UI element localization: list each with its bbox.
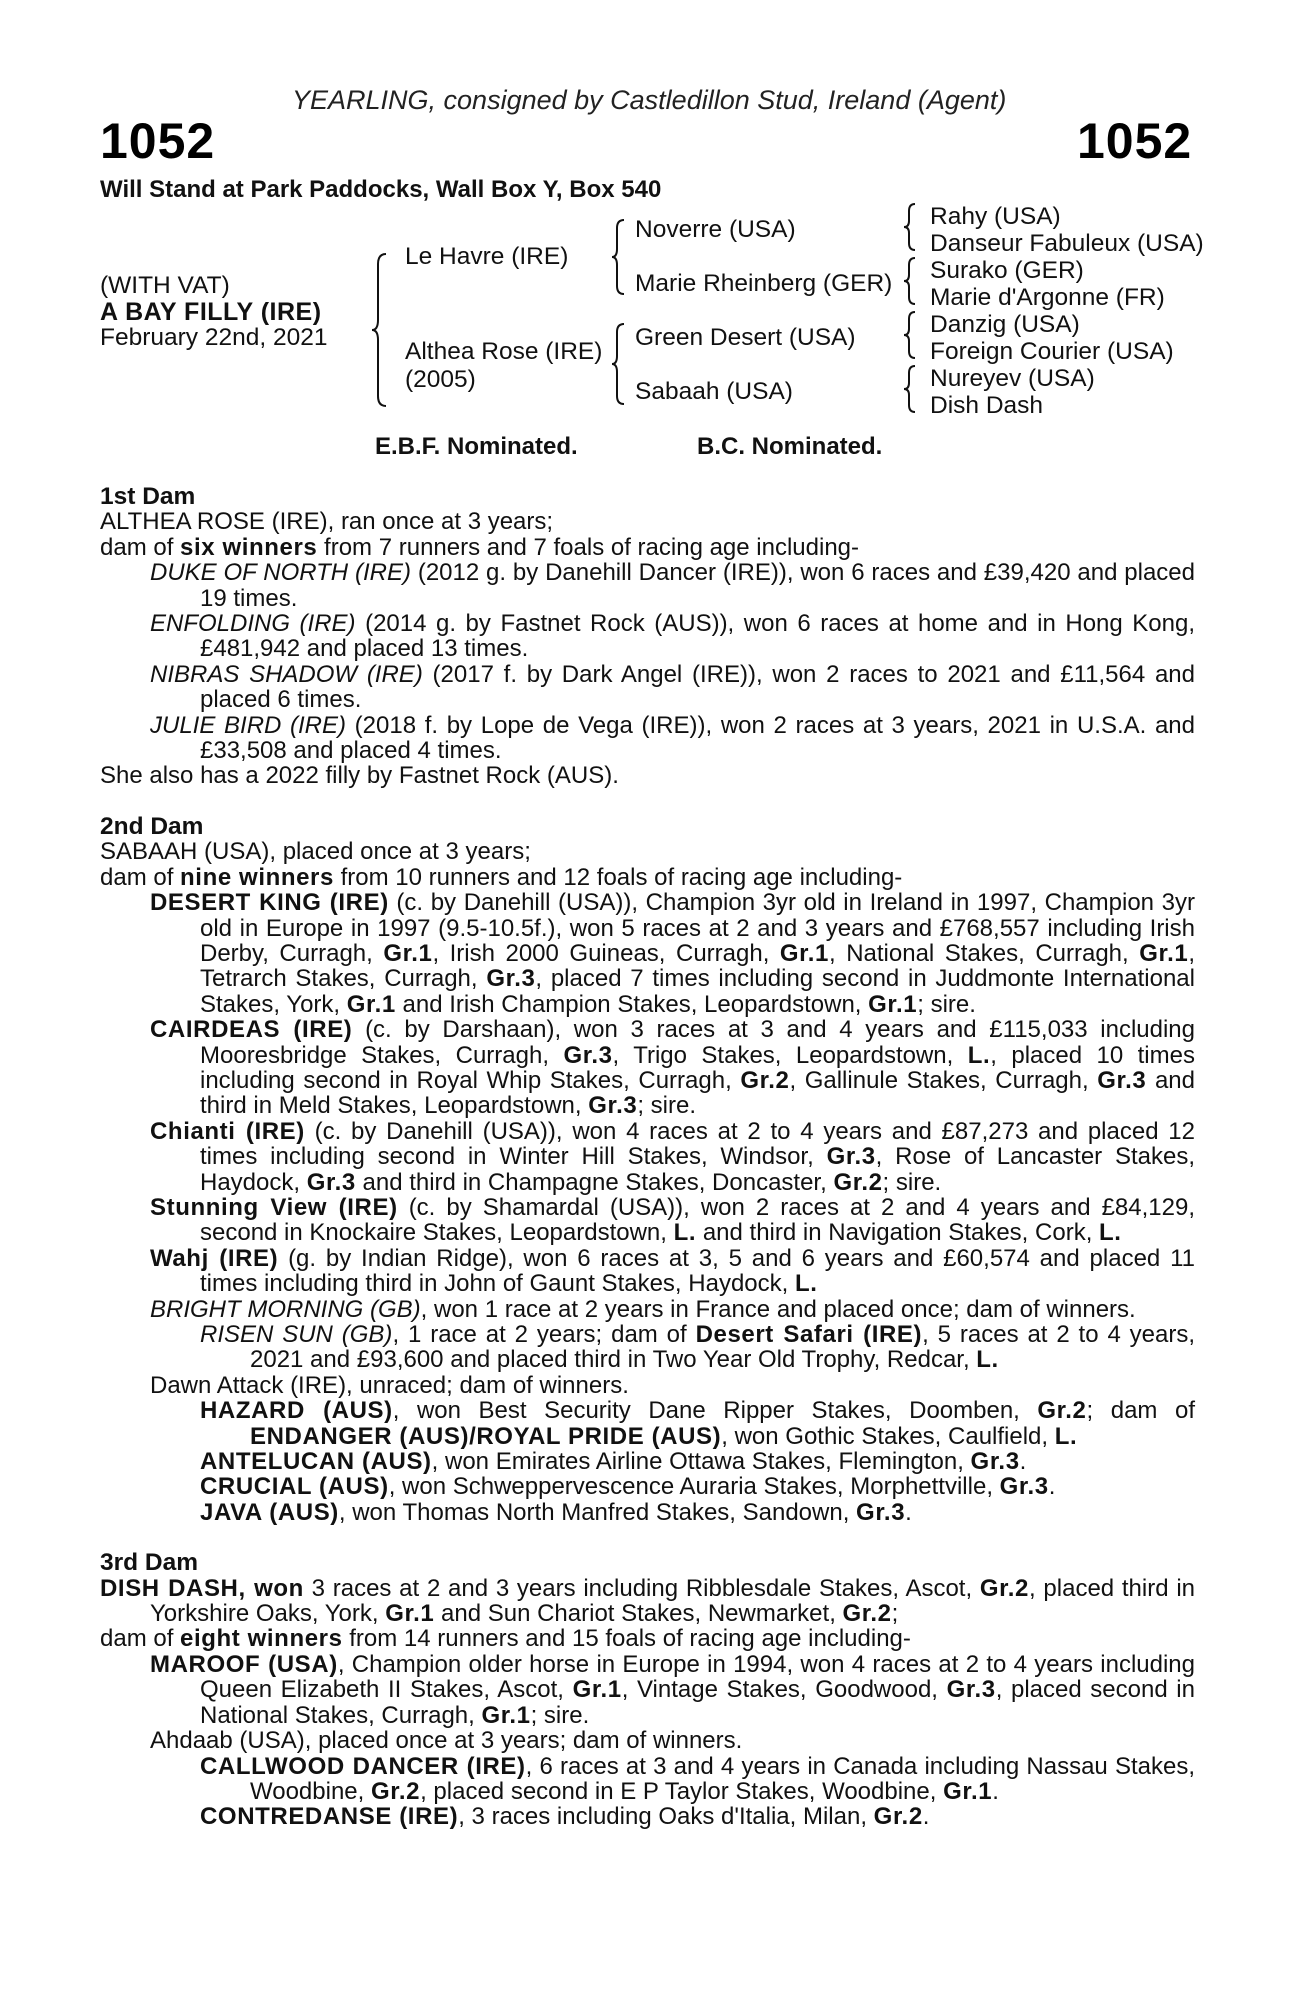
sire-dam: Marie Rheinberg (GER) xyxy=(635,270,893,297)
main-bracket xyxy=(372,252,392,408)
sire-sire: Noverre (USA) xyxy=(635,216,796,243)
gen3-2: Danseur Fabuleux (USA) xyxy=(930,230,1204,257)
second-dam-summary: dam of nine winners from 10 runners and 12 foals of racing age including- xyxy=(100,863,903,891)
list-item: ENFOLDING (IRE) (2014 g. by Fastnet Rock (AUS)), won 6 races at home and in Hong Kong, £481,942 and placed 13 times. xyxy=(150,610,1195,663)
first-dam-intro: ALTHEA ROSE (IRE), ran once at 3 years; xyxy=(100,508,554,536)
list-item: BRIGHT MORNING (GB), won 1 race at 2 years in France and placed once; dam of winners. xyxy=(150,1295,1136,1323)
list-item: NIBRAS SHADOW (IRE) (2017 f. by Dark Angel (IRE)), won 2 races to 2021 and £11,564 and placed 6 times. xyxy=(150,660,1196,714)
dam-year: (2005) xyxy=(405,366,476,393)
list-item: MAROOF (USA), Champion older horse in Europe in 1994, won 4 races at 2 to 4 years including Queen Elizabeth II Stakes, Ascot, Gr.1, Vintage Stakes, Goodwood, Gr.3, placed second in National Stakes, Curragh, Gr.1; sire. xyxy=(150,1650,1195,1729)
gen3-8: Dish Dash xyxy=(930,392,1044,419)
list-item: CALLWOOD DANCER (IRE), 6 races at 3 and 4 years in Canada including Nassau Stakes, Woodbine, Gr.2, placed second in E P Taylor Stakes, Woodbine, Gr.1. xyxy=(200,1752,1196,1805)
gen3-3: Surako (GER) xyxy=(930,257,1084,284)
bc-nomination: B.C. Nominated. xyxy=(697,433,883,460)
first-dam-summary: dam of six winners from 7 runners and 7 foals of racing age including- xyxy=(100,533,860,561)
dam-dam: Sabaah (USA) xyxy=(635,378,793,405)
list-item: DUKE OF NORTH (IRE) (2012 g. by Danehill Dancer (IRE)), won 6 races and £39,420 and placed 19 times. xyxy=(150,559,1195,612)
list-item: JULIE BIRD (IRE) (2018 f. by Lope de Vega (IRE)), won 2 races at 3 years, 2021 in U.S.A. and £33,508 and placed 4 times. xyxy=(150,711,1195,765)
list-item: HAZARD (AUS), won Best Security Dane Ripper Stakes, Doomben, Gr.2; dam of ENDANGER (AUS)/ROYAL PRIDE (AUS), won Gothic Stakes, Caulfield, L. xyxy=(200,1397,1195,1450)
list-item: JAVA (AUS), won Thomas North Manfred Stakes, Sandown, Gr.3. xyxy=(200,1498,912,1526)
dam-bracket xyxy=(612,322,628,406)
lot-number-right: 1052 xyxy=(1077,113,1193,169)
list-item: DESERT KING (IRE) (c. by Danehill (USA)), Champion 3yr old in Ireland in 1997, Champion 3yr old in Europe in 1997 (9.5-10.5f.), won 5 races at 2 and 3 years and £768,557 including Irish Derby, Curragh, Gr.1, Irish 2000 Guineas, Curragh, Gr.1, National Stakes, Curragh, Gr.1, Tetrarch Stakes, Curragh, Gr.3, placed 7 times including second in Juddmonte International Stakes, York, Gr.1 and Irish Champion Stakes, Leopardstown, Gr.1; sire. xyxy=(150,889,1196,1018)
list-item: Ahdaab (USA), placed once at 3 years; dam of winners. xyxy=(150,1727,743,1755)
sire-name: Le Havre (IRE) xyxy=(405,243,569,270)
list-item: CAIRDEAS (IRE) (c. by Darshaan), won 3 races at 3 and 4 years and £115,033 including Mooresbridge Stakes, Curragh, Gr.3, Trigo Stakes, Leopardstown, L., placed 10 times including second in Royal Whip Stakes, Curragh, Gr.2, Gallinule Stakes, Curragh, Gr.3 and third in Meld Stakes, Leopardstown, Gr.3; sire. xyxy=(150,1016,1196,1120)
lot-number-left: 1052 xyxy=(100,113,216,169)
foaling-date: February 22nd, 2021 xyxy=(100,324,328,351)
second-dam-heading: 2nd Dam xyxy=(100,812,204,840)
third-dam-intro: DISH DASH, won 3 races at 2 and 3 years including Ribblesdale Stakes, Ascot, Gr.2, placed third in Yorkshire Oaks, York, Gr.1 and Sun Chariot Stakes, Newmarket, Gr.2; xyxy=(100,1574,1195,1628)
gen3-5: Danzig (USA) xyxy=(930,311,1080,338)
gen3-7: Nureyev (USA) xyxy=(930,365,1095,392)
list-item: CRUCIAL (AUS), won Schweppervescence Auraria Stakes, Morphettville, Gr.3. xyxy=(200,1473,1056,1501)
list-item: Stunning View (IRE) (c. by Shamardal (USA)), won 2 races at 2 and 4 years and £84,129, second in Knockaire Stakes, Leopardstown, L. and third in Navigation Stakes, Cork, L. xyxy=(150,1193,1195,1247)
lot-horse-name: A BAY FILLY (IRE) xyxy=(100,298,322,326)
first-dam-also: She also has a 2022 filly by Fastnet Rock (AUS). xyxy=(100,762,619,790)
third-dam-summary: dam of eight winners from 14 runners and 15 foals of racing age including- xyxy=(100,1625,911,1653)
list-item: Wahj (IRE) (g. by Indian Ridge), won 6 races at 3, 5 and 6 years and £60,574 and placed 11 times including third in John of Gaunt Stakes, Haydock, L. xyxy=(150,1244,1195,1298)
gen3-1: Rahy (USA) xyxy=(930,203,1061,230)
list-item: ANTELUCAN (AUS), won Emirates Airline Ottawa Stakes, Flemington, Gr.3. xyxy=(200,1448,1027,1476)
pedigree-notes xyxy=(100,484,1195,1830)
sire-bracket xyxy=(612,218,628,296)
third-dam-heading: 3rd Dam xyxy=(100,1549,199,1577)
bracket-marie-rheinberg xyxy=(904,256,918,306)
vat-note: (WITH VAT) xyxy=(100,272,230,299)
stand-location: Will Stand at Park Paddocks, Wall Box Y, Box 540 xyxy=(100,176,662,203)
gen3-6: Foreign Courier (USA) xyxy=(930,338,1174,365)
ebf-nomination: E.B.F. Nominated. xyxy=(375,433,578,460)
list-item: Dawn Attack (IRE), unraced; dam of winners. xyxy=(150,1371,629,1399)
bracket-green-desert xyxy=(904,310,918,360)
bracket-noverre xyxy=(904,202,918,252)
first-dam-heading: 1st Dam xyxy=(100,483,196,510)
list-item: CONTREDANSE (IRE), 3 races including Oaks d'Italia, Milan, Gr.2. xyxy=(200,1803,930,1831)
dam-name: Althea Rose (IRE) xyxy=(405,338,603,365)
list-item: Chianti (IRE) (c. by Danehill (USA)), won 4 races at 2 to 4 years and £87,273 and placed 12 times including second in Winter Hill Stakes, Windsor, Gr.3, Rose of Lancaster Stakes, Haydock, Gr.3 and third in Champagne Stakes, Doncaster, Gr.2; sire. xyxy=(150,1117,1195,1196)
consignor-line: YEARLING, consigned by Castledillon Stud, Ireland (Agent) xyxy=(292,85,1007,115)
gen3-4: Marie d'Argonne (FR) xyxy=(930,284,1165,311)
bracket-sabaah xyxy=(904,364,918,414)
dam-sire: Green Desert (USA) xyxy=(635,324,856,351)
second-dam-intro: SABAAH (USA), placed once at 3 years; xyxy=(100,838,531,866)
list-item: RISEN SUN (GB), 1 race at 2 years; dam of Desert Safari (IRE), 5 races at 2 to 4 years, 2021 and £93,600 and placed third in Two Year Old Trophy, Redcar, L. xyxy=(200,1321,1196,1374)
